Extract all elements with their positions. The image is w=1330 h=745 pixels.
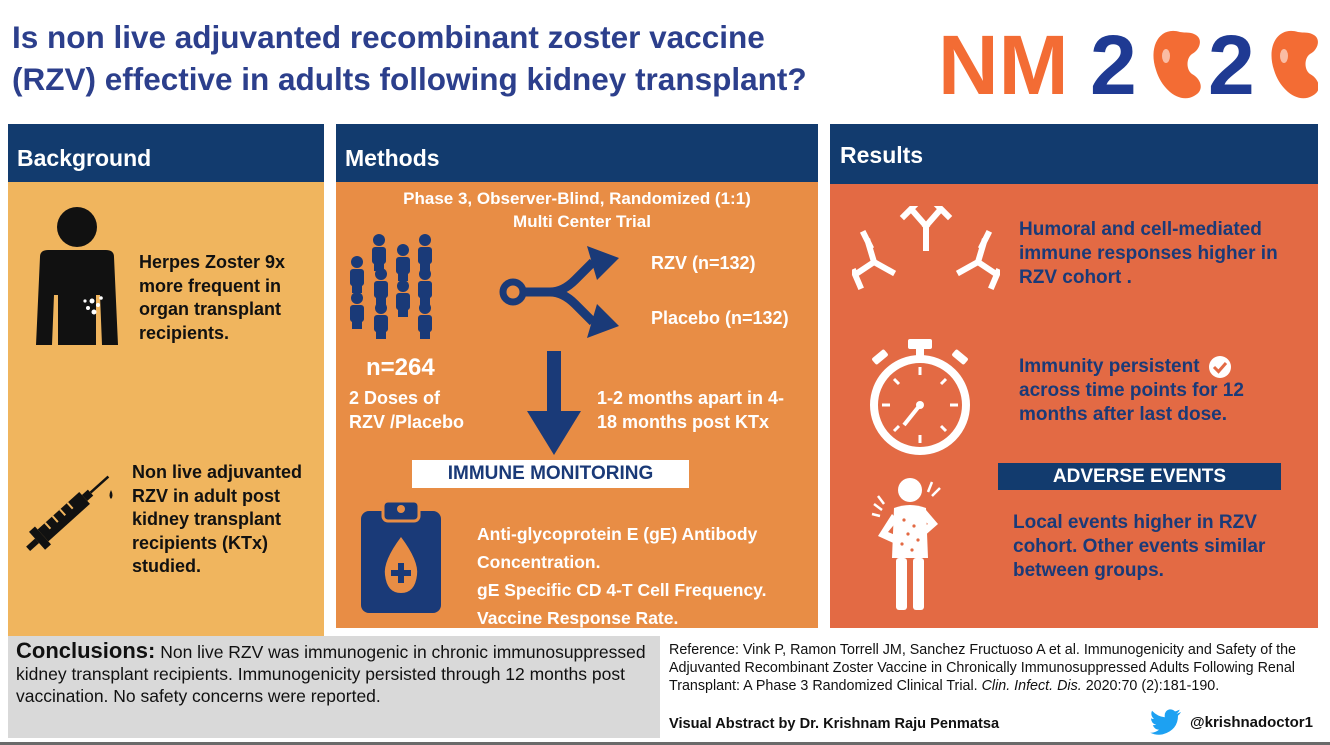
logo-digit-2b: 2 bbox=[1208, 18, 1255, 108]
arm-placebo: Placebo (n=132) bbox=[651, 308, 789, 328]
title-line-1: Is non live adjuvanted recombinant zoster vaccine bbox=[12, 19, 765, 55]
itching-person-icon bbox=[870, 474, 950, 614]
conclusions-text: Non live RZV was immunogenic in chronic immunosuppressed kidney transplant recipients. Immunogenicity persisted through 12 months post vaccination. No safety concerns were reported. bbox=[16, 642, 646, 706]
sample-size: n=264 bbox=[366, 354, 435, 381]
results-item-2: Immunity persistent across time points for 12 months after last dose. bbox=[1019, 356, 1244, 425]
split-arrow-icon bbox=[495, 240, 625, 340]
reference-text: Reference: Vink P, Ramon Torrell JM, Sanchez Fructuoso A et al. Immunogenicity and Safety of the Adjuvanted Recombinant Zoster Vaccine in Chronically Immunosuppressed Adults Following Renal Transplant: A Phase 3 Randomized Clinical Trial. Clin. Infect. Dis. 2020:70 (2):181-190. bbox=[669, 642, 1297, 694]
arm-rzv: RZV (n=132) bbox=[651, 253, 756, 273]
credit-line: Visual Abstract by Dr. Krishnam Raju Penmatsa bbox=[669, 716, 1000, 732]
background-item-2: Non live adjuvanted RZV in adult post kidney transplant recipients (KTx) studied. bbox=[132, 462, 303, 576]
title-line-2: (RZV) effective in adults following kidney transplant? bbox=[12, 61, 807, 97]
outcomes-list: Anti-glycoprotein E (gE) Antibody Concentration. gE Specific CD 4-T Cell Frequency. Vaccine Response Rate. bbox=[477, 524, 767, 628]
logo-nm: NM bbox=[938, 18, 1069, 108]
conclusions-label: Conclusions: bbox=[16, 638, 156, 663]
background-item-1: Herpes Zoster 9x more frequent in organ transplant recipients. bbox=[139, 252, 286, 343]
down-arrow-icon bbox=[527, 351, 581, 457]
people-group-icon bbox=[345, 232, 445, 342]
immune-monitoring-label: IMMUNE MONITORING bbox=[412, 460, 689, 488]
adverse-events-label: ADVERSE EVENTS bbox=[998, 463, 1281, 490]
journal-name: Clin. Infect. Dis. bbox=[981, 678, 1082, 694]
logo-digit-2a: 2 bbox=[1090, 18, 1137, 108]
kidney-icon bbox=[1271, 31, 1318, 98]
methods-heading: Methods bbox=[336, 124, 818, 182]
doses-text: 2 Doses of RZV /Placebo bbox=[349, 388, 465, 432]
trial-design: Phase 3, Observer-Blind, Randomized (1:1) Multi Center Trial bbox=[403, 189, 751, 231]
page-title bbox=[12, 16, 932, 100]
journal-citation: 2020:70 (2):181-190. bbox=[1085, 678, 1220, 694]
stopwatch-icon bbox=[864, 339, 976, 455]
results-heading: Results bbox=[830, 124, 1318, 184]
timing-text: 1-2 months apart in 4- 18 months post KTx bbox=[597, 388, 785, 432]
antibody-icon bbox=[852, 206, 1000, 306]
twitter-handle: @krishnadoctor1 bbox=[1150, 709, 1313, 735]
background-heading: Background bbox=[8, 124, 324, 182]
patient-icon bbox=[22, 205, 132, 355]
nm2020-logo bbox=[938, 18, 1318, 108]
clipboard-blood-icon bbox=[357, 499, 445, 615]
twitter-icon bbox=[1150, 709, 1182, 735]
check-circle-icon bbox=[1208, 355, 1232, 379]
conclusions-box bbox=[8, 636, 660, 738]
kidney-icon bbox=[1153, 31, 1200, 98]
results-item-1: Humoral and cell-mediated immune responses higher in RZV cohort . bbox=[1019, 219, 1278, 288]
syringe-icon bbox=[14, 462, 124, 562]
results-item-3: Local events higher in RZV cohort. Other events similar between groups. bbox=[1013, 512, 1266, 581]
